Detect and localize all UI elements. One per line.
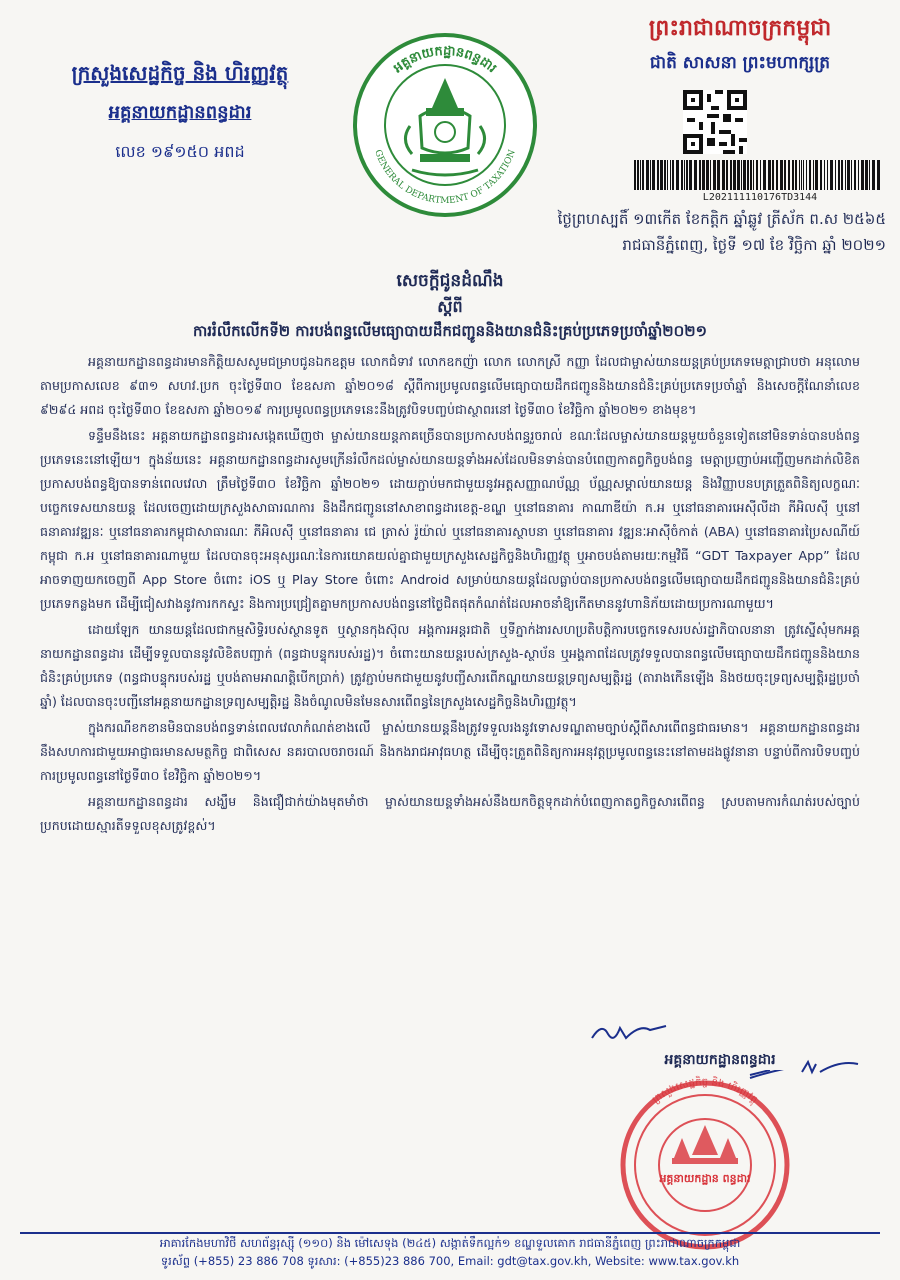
kingdom-header — [590, 14, 890, 77]
paragraph-5: អគ្គនាយកដ្ឋានពន្ធដារ សង្ឃឹម និងជឿជាក់យ៉ាងមុតមាំថា ម្ចាស់យានយន្តទាំងអស់នឹងយកចិត្តទុកដាក់បំពេញកាតព្វកិច្ចសារពើពន្ធ ស្របតាមការកំណត់របស់ច្បាប់ ប្រកបដោយស្មារតីទទួលខុសត្រូវខ្ពស់។ — [40, 794, 860, 833]
notice-subject: ការរំលឹកលើកទី២ ការបង់ពន្ធលើមធ្យោបាយដឹកជញ្ជូននិងយានជំនិះគ្រប់ប្រភេទប្រចាំឆ្នាំ២០២១ — [193, 322, 707, 340]
logo-text-english: GENERAL DEPARTMENT OF TAXATION — [372, 148, 518, 207]
barcode-number: L202111110176TD3144 — [702, 192, 818, 203]
official-seal-stamp — [600, 1070, 810, 1250]
notice-subject-label: ស្តីពី — [437, 297, 463, 316]
paragraph-4: ក្នុងករណីខកខានមិនបានបង់ពន្ធទាន់ពេលវេលាកំណត់ខាងលើ ម្ចាស់យានយន្តនឹងត្រូវទទួលរងនូវទោសទណ្ឌតាមច្បាប់ស្តីពីសារពើពន្ធជាធរមាន។ អគ្គនាយកដ្ឋានពន្ធដារនឹងសហការជាមួយអាជ្ញាធរមានសមត្ថកិច្ច ជាពិសេស នគរបាលចរាចរណ៍ និងកងរាជអាវុធហត្ថ ដើម្បីចុះត្រួតពិនិត្យការអនុវត្តប្រមូលពន្ធនេះនៅតាមដងផ្លូវនានា បន្ទាប់ពីការបិទបញ្ចប់ការប្រមូលពន្ធនៅថ្ងៃទី៣០ ខែវិច្ឆិកា ឆ្នាំ២០២១។ — [40, 720, 860, 783]
kingdom-title: ព្រះរាជាណាចក្រកម្ពុជា — [648, 16, 832, 41]
notice-body — [40, 350, 860, 840]
gdt-logo-emblem — [350, 30, 540, 220]
barcode — [632, 160, 882, 190]
ministry-header — [30, 60, 330, 165]
signature-mark — [800, 1058, 860, 1078]
footer-address: អាគារកែងមហាវិថី សហព័ន្ធរុស្ស៊ី (១១០) និង ម៉ៅសេទុង (២៤៥) សង្កាត់ទឹកល្អក់១ ខណ្ឌទួលគោក រាជធានីភ្នំពេញ ព្រះរាជាណាចក្រកម្ពុជា — [159, 1236, 741, 1250]
ministry-name: ក្រសួងសេដ្ឋកិច្ច និង ហិរញ្ញវត្ថុ — [71, 61, 289, 85]
footer-divider — [20, 1232, 880, 1234]
solar-date: រាជធានីភ្នំពេញ, ថ្ងៃទី ១៧ ខែ វិច្ឆិកា ឆ្នាំ ២០២១ — [622, 236, 886, 254]
paragraph-2: ទន្ទឹមនឹងនេះ អគ្គនាយកដ្ឋានពន្ធដារសង្កេតឃើញថា ម្ចាស់យានយន្តភាគច្រើនបានប្រកាសបង់ពន្ធរួចរាល់ ខណៈដែលម្ចាស់យានយន្តមួយចំនួនទៀតនៅមិនទាន់បានបង់ពន្ធប្រភេទនេះនៅឡើយ។ ក្នុងន័យនេះ អគ្គនាយកដ្ឋានពន្ធដារសូមក្រើនរំលឹកដល់ម្ចាស់យានយន្តទាំងអស់ដែលមិនទាន់បានបំពេញកាតព្វកិច្ចបង់ពន្ធ មេត្តាប្រញាប់អញ្ជើញមកដាក់លិខិតប្រកាសបង់ពន្ធឱ្យបានទាន់ពេលវេលា ត្រឹមថ្ងៃទី៣០ ខែវិច្ឆិកា ឆ្នាំ២០២១ ដោយភ្ជាប់មកជាមួយនូវអត្តសញ្ញាណប័ណ្ណ ប័ណ្ណសម្គាល់យានយន្ត និងវិញ្ញាបនបត្រត្រួតពិនិត្យលក្ខណៈបច្ចេកទេសយានយន្ត ដែលចេញដោយក្រសួងសាធារណការ និងដឹកជញ្ជូននៅសាខាពន្ធដារខេត្ត-ខណ្ឌ ឬនៅធនាគារ កាណាឌីយ៉ា ក.អ ឬនៅធនាគារអេស៊ីលីដា ភីអិលស៊ី ឬនៅធនាគារវឌ្ឍនៈ ឬនៅធនាគារកម្ពុជាសាធារណៈ ភីអិលស៊ី ឬនៅធនាគារ ជេ ត្រាស់ រ៉ូយ៉ាល់ ឬនៅធនាគារស្ថាបនា ឬនៅធនាគារ វឌ្ឍនៈអាស៊ីចំកាត់ (ABA) ឬនៅធនាគារប្រៃសណីយ៍កម្ពុជា ក.អ ឬនៅធនាគារណាមួយ ដែលបានចុះអនុស្សរណៈនៃការយោគយល់គ្នាជាមួយក្រសួងសេដ្ឋកិច្ចនិងហិរញ្ញវត្ថុ ឬអាចបង់តាមរយៈកម្មវិធី “GDT Taxpayer App” ដែលអាចទាញយកចេញពី App Store ចំពោះ iOS ឬ Play Store ចំពោះ Android សម្រាប់យានយន្តដែលធ្លាប់បានប្រកាសបង់ពន្ធលើមធ្យោបាយដឹកជញ្ជូននិងយានជំនិះគ្រប់ប្រភេទកន្លងមក ដើម្បីជៀសវាងនូវការកកស្ទះ និងការប្រជ្រៀតគ្នាមកប្រកាសបង់ពន្ធនៅថ្ងៃជិតផុតកំណត់ដែលអាចនាំឱ្យកើតមាននូវហានិភ័យដោយប្រការណាមួយ។ — [40, 428, 860, 611]
national-motto: ជាតិ សាសនា ព្រះមហាក្សត្រ — [649, 53, 831, 73]
seal-ring-text: ក្រសួងសេដ្ឋកិច្ច និង ហិរញ្ញវត្ថុ — [650, 1076, 760, 1106]
reference-number: លេខ ១៩១៥០ អពដ — [115, 142, 245, 161]
svg-text:ក្រសួងសេដ្ឋកិច្ច និង ហិរញ្ញវត្ — [651, 1075, 760, 1107]
department-name: អគ្គនាយកដ្ឋានពន្ធដារ — [108, 102, 252, 123]
footer-contact: ទូរស័ព្ទ (+855) 23 886 708 ទូរសារ: (+855)23 886 700, Email: gdt@tax.gov.kh, Website: www.tax.gov.kh — [160, 1254, 740, 1268]
signature-scribble — [590, 1020, 670, 1044]
qr-code — [683, 90, 747, 154]
signer-title: អគ្គនាយកដ្ឋានពន្ធដារ — [664, 1052, 776, 1068]
seal-text: អគ្គនាយកដ្ឋាន ពន្ធដារ — [659, 1172, 751, 1185]
lunar-date: ថ្ងៃព្រហស្បតិ៍ ១៣កើត ខែកត្តិក ឆ្នាំឆ្លូវ ត្រីស័ក ព.ស ២៥៦៥ — [557, 210, 886, 228]
paragraph-1: អគ្គនាយកដ្ឋានពន្ធដារមានកិត្តិយសសូមជម្រាបជូនឯកឧត្តម លោកជំទាវ លោកឧកញ៉ា លោក លោកស្រី កញ្ញា ដែលជាម្ចាស់យានយន្តគ្រប់ប្រភេទមេត្តាជ្រាបថា អនុលោមតាមប្រកាសលេខ ៩៣១ សហវ.ប្រក ចុះថ្ងៃទី៣០ ខែឧសភា ឆ្នាំ២០១៨ ស្តីពីការប្រមូលពន្ធលើមធ្យោបាយដឹកជញ្ជូននិងយានជំនិះគ្រប់ប្រភេទប្រចាំឆ្នាំ និងសេចក្តីណែនាំលេខ ៩២៩៤ អពដ ចុះថ្ងៃទី៣០ ខែឧសភា ឆ្នាំ២០១៩ ការប្រមូលពន្ធប្រភេទនេះនឹងត្រូវបិទបញ្ចប់ជាស្ថាពរនៅ ថ្ងៃទី៣០ ខែវិច្ឆិកា ឆ្នាំ២០២១ ខាងមុខ។ — [40, 354, 860, 417]
paragraph-3: ដោយឡែក យានយន្តដែលជាកម្មសិទ្ធិរបស់ស្ថានទូត ឬស្ថានកុងស៊ុល អង្គការអន្តរជាតិ ឬទីភ្នាក់ងារសហប្រតិបត្តិការបច្ចេកទេសរបស់រដ្ឋាភិបាលនានា ត្រូវស្នើសុំមកអគ្គនាយកដ្ឋានពន្ធដារ ដើម្បីទទួលបាននូវលិខិតបញ្ជាក់ (ពន្ធជាបន្ទុករបស់រដ្ឋ)។ ចំពោះយានយន្តរបស់ក្រសួង-ស្ថាប័ន ឬអង្គភាពដែលត្រូវទទួលបានពន្ធលើមធ្យោបាយដឹកជញ្ជូននិងយានជំនិះគ្រប់ប្រភេទ (ពន្ធជាបន្ទុករបស់រដ្ឋ ឬបង់តាមអាណត្តិបើកប្រាក់) ត្រូវភ្ជាប់មកជាមួយនូវបញ្ជីសារពើភណ្ឌយានយន្តទ្រព្យសម្បត្តិរដ្ឋ (តារាងកើនឡើង និងថយចុះទ្រព្យសម្បត្តិរដ្ឋប្រចាំឆ្នាំ) ដែលបានចុះបញ្ជីនៅអគ្គនាយកដ្ឋានទ្រព្យសម្បត្តិរដ្ឋ និងចំណូលមិនមែនសារពើពន្ធនៃក្រសួងសេដ្ឋកិច្ចនិងហិរញ្ញវត្ថុ។ — [40, 622, 860, 709]
notice-title: សេចក្តីជូនដំណឹង — [396, 271, 504, 291]
logo-text-khmer: អគ្គនាយកដ្ឋានពន្ធដារ — [390, 43, 500, 77]
